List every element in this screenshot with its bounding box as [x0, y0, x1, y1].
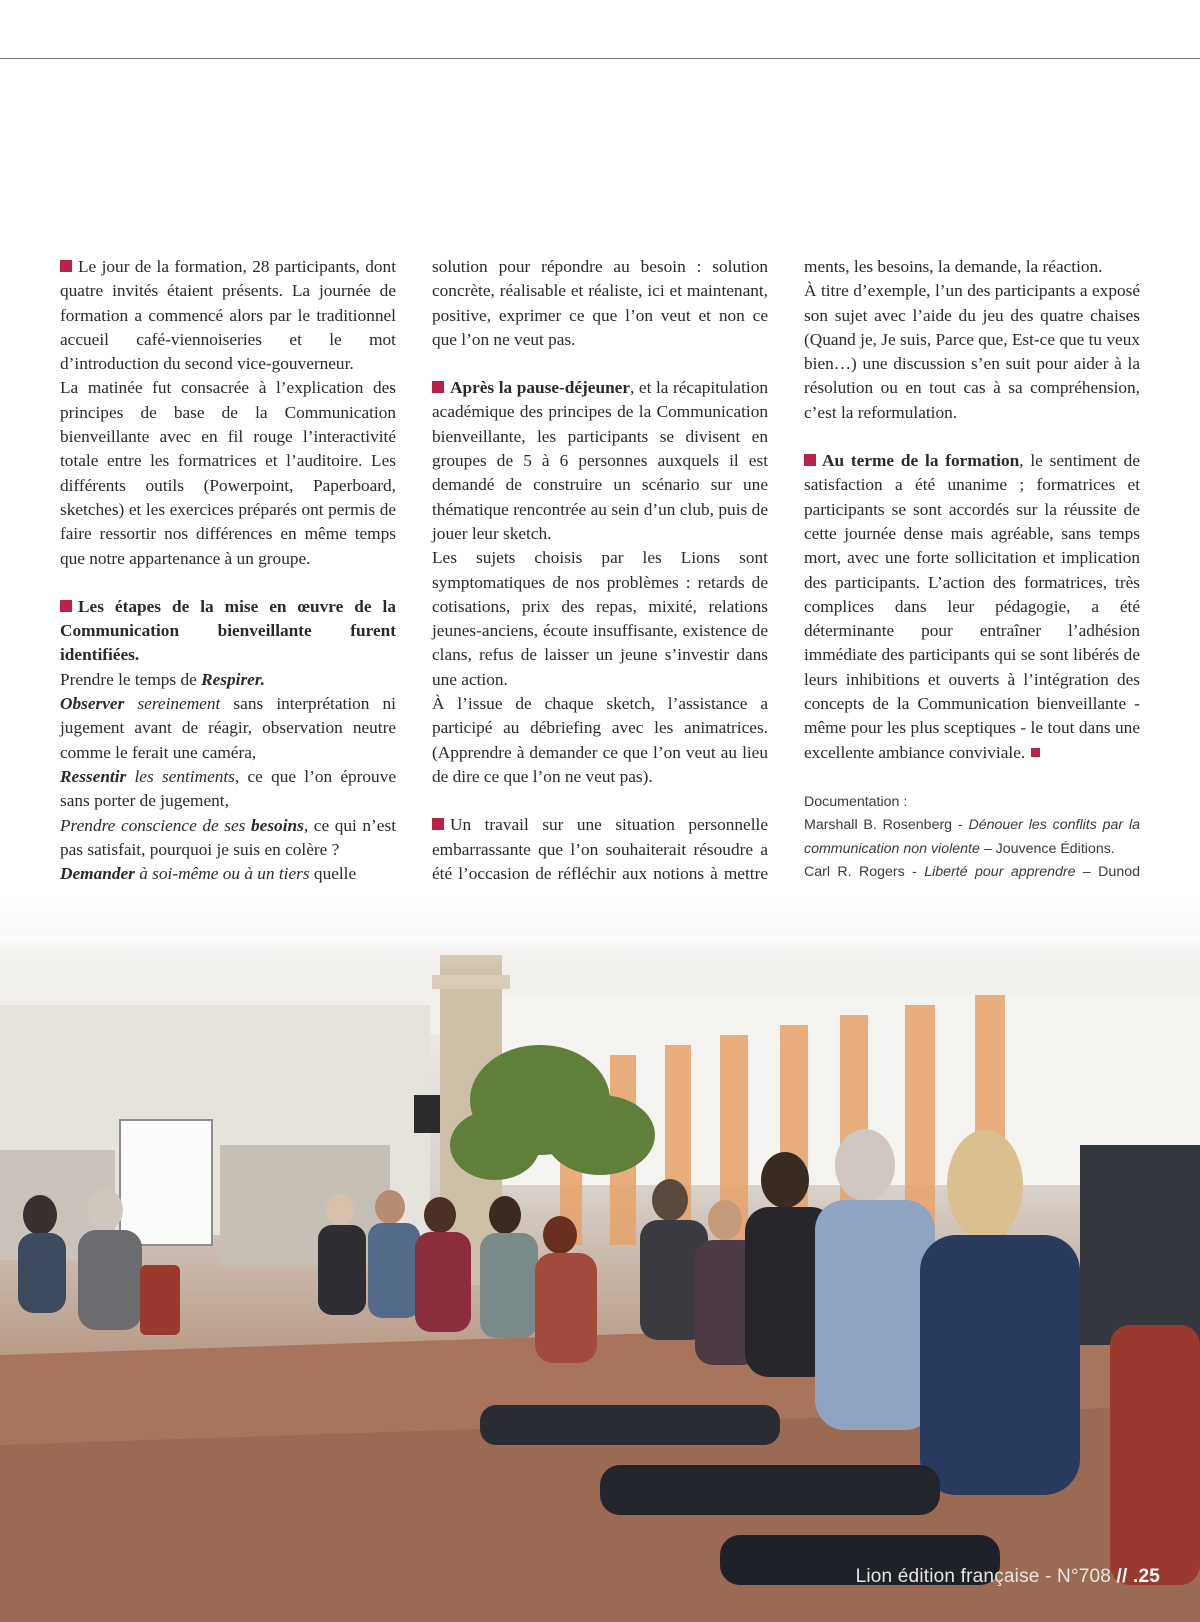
step-respirer: Prendre le temps de Respirer. — [60, 669, 265, 689]
paragraph-debriefing: À l’issue de chaque sketch, l’assistance a participé au débriefing avec les animatrices. (Apprendre à demander ce que l’on veut au lieu de dire ce que l’on ne veut pas). — [432, 694, 768, 786]
page-folio: Lion édition française - N°708 // .25 — [855, 1566, 1160, 1587]
header-rule — [0, 58, 1200, 59]
paragraph-example: À titre d’exemple, l’un des participants a exposé son sujet avec l’aide du jeu des quatre chaises (Quand je, Je suis, Parce que, Est-ce que tu veux bien…) une discussion s’en suit pour aider à la résolution ou en tout cas à sa compréhension, c’est la reformulation. — [804, 281, 1140, 422]
paragraph-personal-situation: Un travail sur une situation personnelle embarrassante que l’on souhaiterait résoudre a été l’occasion de réfléchir aux notions à mettre — [432, 815, 768, 883]
section-marker-icon — [432, 818, 444, 830]
section-marker-icon — [60, 260, 72, 272]
photo-fade — [0, 885, 1200, 975]
paragraph-solution: solution pour répondre au besoin : solution concrète, réalisable et réaliste, ici et maintenant, positive, exprimer ce que l’on veut et non ce que l’on ne veut pas. — [432, 257, 768, 349]
reference-rosenberg: Marshall B. Rosenberg - Dénouer les conflits par la communication non violente – Jouvence Éditions. — [804, 817, 1141, 857]
section-marker-icon — [804, 454, 816, 466]
end-mark-icon — [1031, 748, 1040, 757]
article-column-1 — [60, 255, 396, 886]
paragraph-morning: La matinée fut consacrée à l’explication des principes de base de la Communication bienveillante avec en fil rouge l’interactivité totale entre les formatrices et l’auditoire. Les différents outils (Powerpoint, Paperboard, sketches) et les exercices préparés ont permis de faire ressortir nos différences en même temps que notre appartenance à un groupe. — [60, 378, 396, 568]
section-marker-icon — [432, 381, 444, 393]
paragraph-intro: Le jour de la formation, 28 participants, dont quatre invités étaient présents. La journée de formation a commencé alors par le traditionnel accueil café-viennoiseries et le mot d’introduction du second vice-gouverneur. — [60, 257, 396, 374]
step-besoins: Prendre conscience de ses besoins, ce qui n’est pas satisfait, pourquoi je suis en colère ? — [60, 815, 397, 859]
paragraph-conclusion: Au terme de la formation, le sentiment de satisfaction a été unanime ; formatrices et participants se sont accordés sur la réussite de cette journée dense mais agréable, sans temps mort, avec une forte sollicitation et implication des participants. L’action des formatrices, très complices dans leur pédagogie, a été déterminante pour entraîner l’adhésion immédiate des participants qui se sont libérés de leurs inhibitions et ouverts à l’intégration des concepts de la Communication bienveillante - même pour les plus sceptiques - le tout dans une excellente ambiance conviviale. — [804, 451, 1140, 762]
photo-illustration — [0, 885, 1200, 1622]
article-column-2 — [432, 255, 768, 910]
article-column-3 — [804, 255, 1140, 908]
training-session-photo — [0, 885, 1200, 1622]
page-number: // .25 — [1116, 1566, 1160, 1587]
step-ressentir: Ressentir les sentiments, ce que l’on éprouve sans porter de jugement, — [60, 766, 397, 811]
section-heading-steps: Les étapes de la mise en œuvre de la Communication bienveillante furent identifiées. — [60, 596, 396, 665]
section-marker-icon — [60, 600, 72, 612]
paragraph-notions: ments, les besoins, la demande, la réaction. — [804, 257, 1103, 276]
paragraph-topics: Les sujets choisis par les Lions sont symptomatiques de nos problèmes : retards de cotisations, prix des repas, mixité, relations jeunes-anciens, écoute insuffisante, existence de clans, refus de laisser un jeune s’investir dans une action. — [432, 548, 768, 689]
step-observer: Observer sereinement sans interprétation ni jugement avant de réagir, observation neutre comme le ferait une caméra, — [60, 694, 396, 762]
step-demander: Demander à soi-même ou à un tiers quelle — [60, 864, 357, 884]
paragraph-afternoon: Après la pause-déjeuner, et la récapitulation académique des principes de la Communication bienveillante, les participants se divisent en groupes de 5 à 6 personnes auxquels il est demandé de construire un scénario sur une thématique rencontrée au sein d’un club, puis de jouer leur sketch. — [432, 378, 768, 543]
documentation-label: Documentation : — [804, 793, 908, 810]
reference-rogers: Carl R. Rogers - Liberté pour apprendre – Dunod — [804, 864, 1140, 881]
